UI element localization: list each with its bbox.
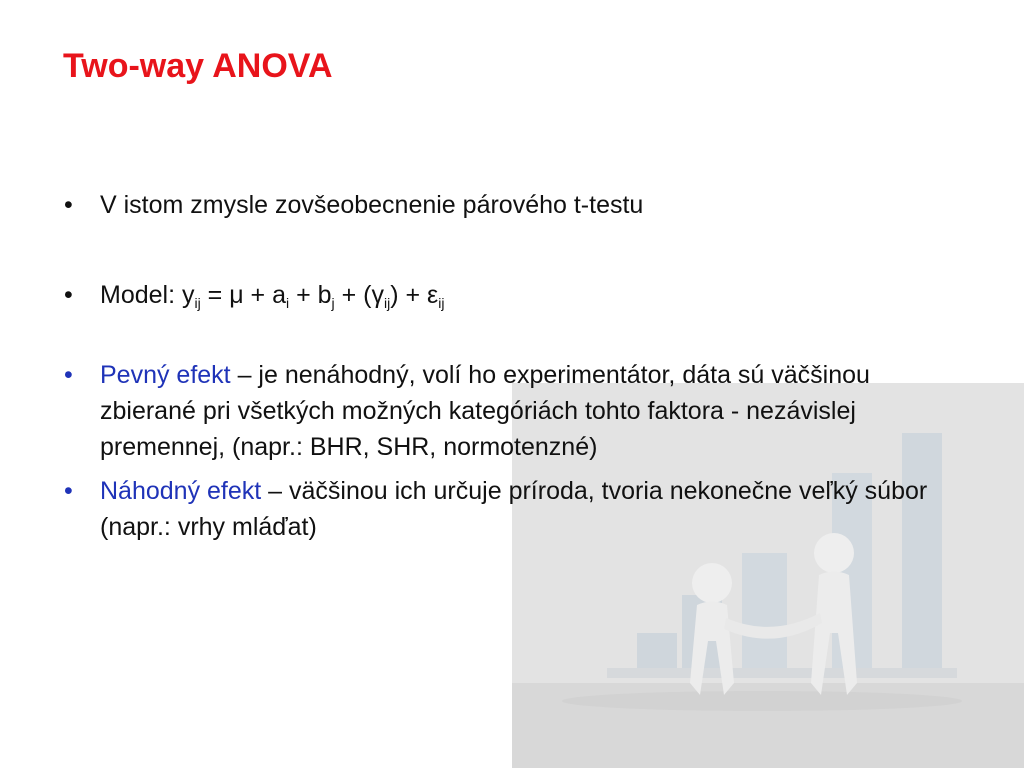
bullet-dot-icon: • (64, 361, 73, 389)
bullet-dot-icon: • (64, 477, 73, 505)
subscript: j (331, 295, 335, 311)
subscript: ij (438, 295, 445, 311)
subscript: ij (384, 295, 391, 311)
formula-part: + b (289, 281, 332, 309)
fixed-effect-term: Pevný efekt (100, 361, 231, 389)
bullet-item-fixed-effect (60, 357, 960, 465)
bullet-item-random-effect (60, 473, 960, 545)
random-effect-description: – väčšinou ich určuje príroda, tvoria nekonečne veľký súbor (napr.: vrhy mláďat) (100, 477, 928, 541)
formula-part: + (γ (334, 281, 384, 309)
bullet-item-generalization (60, 185, 960, 225)
bullet-text: V istom zmysle zovšeobecnenie párového t-testu (100, 191, 644, 219)
bullet-dot-icon: • (64, 281, 73, 309)
fixed-effect-description: – je nenáhodný, volí ho experimentátor, dáta sú väčšinou zbierané pri všetkých možných kategóriách tohto faktora - nezávislej premennej, (napr.: BHR, SHR, normotenzné) (100, 361, 870, 461)
model-label: Model: y (100, 281, 195, 309)
slide-title: Two-way ANOVA (63, 47, 333, 85)
subscript: ij (194, 295, 201, 311)
bullet-item-model (60, 275, 960, 315)
formula-part: = μ + a (200, 281, 287, 309)
model-formula (100, 281, 444, 309)
formula-part: ) + ε (390, 281, 439, 309)
random-effect-term: Náhodný efekt (100, 477, 262, 505)
bullet-list (60, 185, 960, 545)
subscript: i (286, 295, 290, 311)
bullet-dot-icon: • (64, 191, 73, 219)
